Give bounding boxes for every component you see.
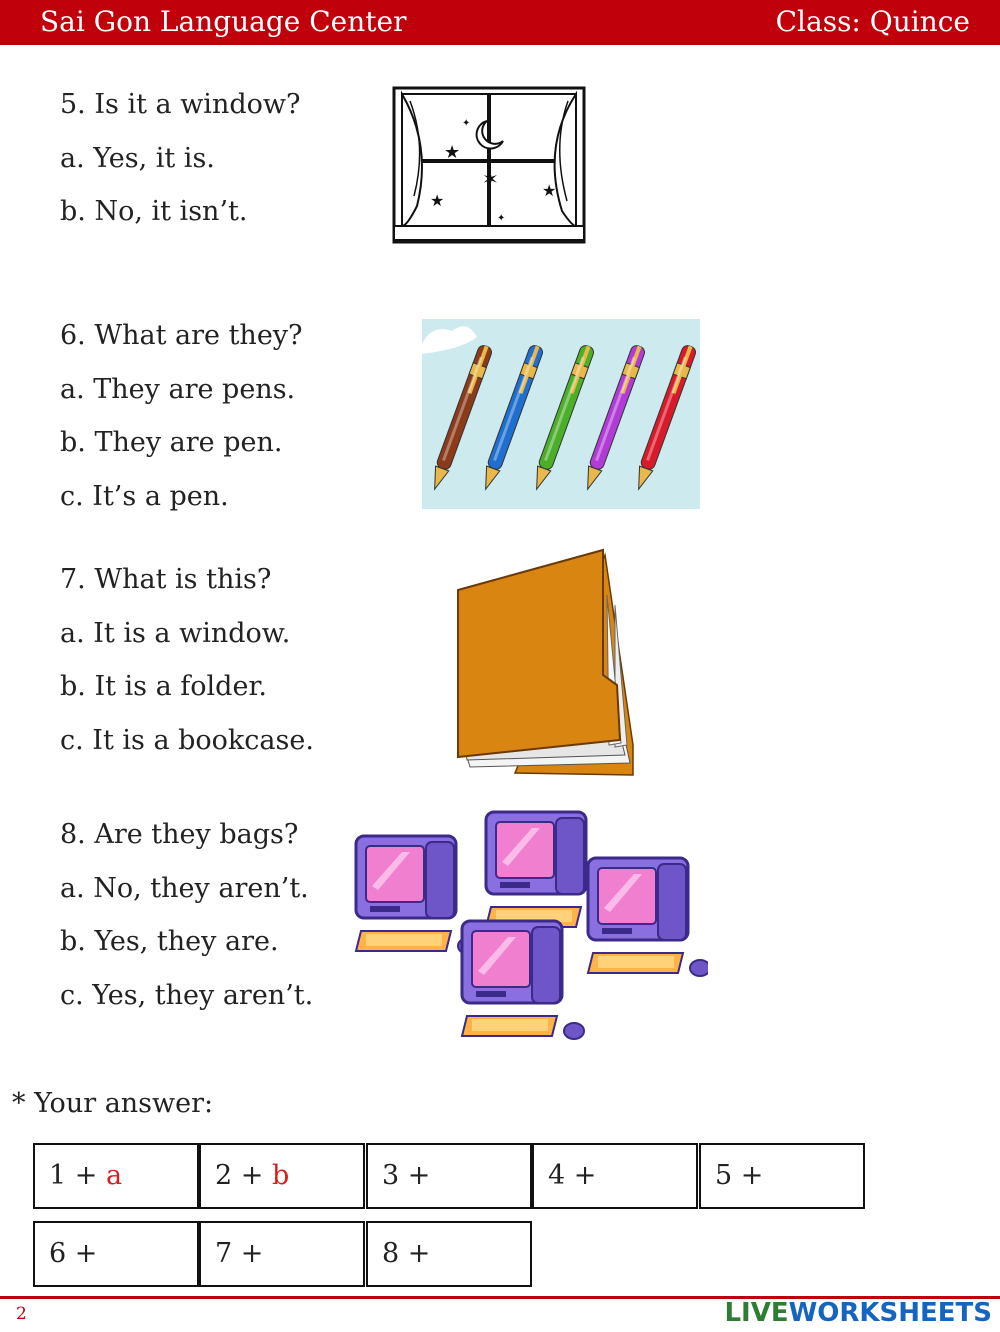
question-8 [60, 815, 313, 1029]
pens-image [422, 319, 700, 509]
answer-label: * Your answer: [12, 1088, 214, 1119]
header-bar [0, 0, 1000, 45]
answer-prefix: 4 + [548, 1160, 605, 1191]
question-text: 8. Are they bags? [60, 819, 299, 850]
center-name: Sai Gon Language Center [40, 5, 407, 38]
question-7 [60, 560, 314, 774]
brand-part-1: LIVE [724, 1298, 789, 1328]
svg-text:★: ★ [542, 181, 557, 200]
option-b[interactable]: b. No, it isn’t. [60, 196, 248, 227]
answer-prefix: 7 + [215, 1238, 272, 1269]
answer-cell-6[interactable] [33, 1221, 199, 1287]
liveworksheets-logo[interactable] [724, 1298, 992, 1328]
option-c[interactable]: c. It’s a pen. [60, 480, 229, 512]
answer-cell-8[interactable] [366, 1221, 532, 1287]
option-a[interactable]: a. It is a window. [60, 617, 291, 649]
brand-part-2: WORKSHEETS [788, 1298, 992, 1328]
answer-cell-2[interactable] [199, 1143, 365, 1209]
option-c[interactable]: c. It is a bookcase. [60, 724, 314, 756]
computers-image [352, 806, 708, 1044]
question-6 [60, 316, 303, 530]
folder-image [455, 545, 637, 777]
answer-prefix: 3 + [382, 1160, 439, 1191]
answer-value[interactable]: b [271, 1160, 290, 1191]
question-text: 7. What is this? [60, 564, 272, 595]
svg-text:✦: ✦ [497, 213, 506, 224]
option-a[interactable]: a. Yes, it is. [60, 142, 215, 174]
answer-cell-4[interactable] [532, 1143, 698, 1209]
option-a[interactable]: a. No, they aren’t. [60, 872, 309, 904]
svg-text:★: ★ [430, 191, 445, 210]
answer-prefix: 2 + [215, 1160, 272, 1191]
question-text: 5. Is it a window? [60, 89, 301, 120]
page-number: 2 [16, 1304, 27, 1324]
question-text: 6. What are they? [60, 320, 303, 351]
question-5 [60, 85, 300, 246]
answer-cell-5[interactable] [699, 1143, 865, 1209]
option-b[interactable]: b. It is a folder. [60, 671, 267, 702]
answer-prefix: 5 + [715, 1160, 772, 1191]
option-a[interactable]: a. They are pens. [60, 373, 296, 405]
answer-prefix: 1 + [49, 1160, 106, 1191]
answer-cell-1[interactable] [33, 1143, 199, 1209]
class-label: Class: Quince [775, 5, 970, 38]
option-b[interactable]: b. They are pen. [60, 427, 283, 458]
window-image [392, 86, 586, 244]
option-c[interactable]: c. Yes, they aren’t. [60, 979, 314, 1011]
answer-prefix: 8 + [382, 1238, 439, 1269]
answer-cell-7[interactable] [199, 1221, 365, 1287]
option-b[interactable]: b. Yes, they are. [60, 926, 279, 957]
svg-text:✦: ✦ [462, 118, 471, 129]
answer-cell-3[interactable] [366, 1143, 532, 1209]
svg-text:✶: ✶ [482, 167, 499, 191]
svg-text:★: ★ [444, 142, 461, 163]
answer-value[interactable]: a [105, 1160, 123, 1191]
answer-prefix: 6 + [49, 1238, 106, 1269]
